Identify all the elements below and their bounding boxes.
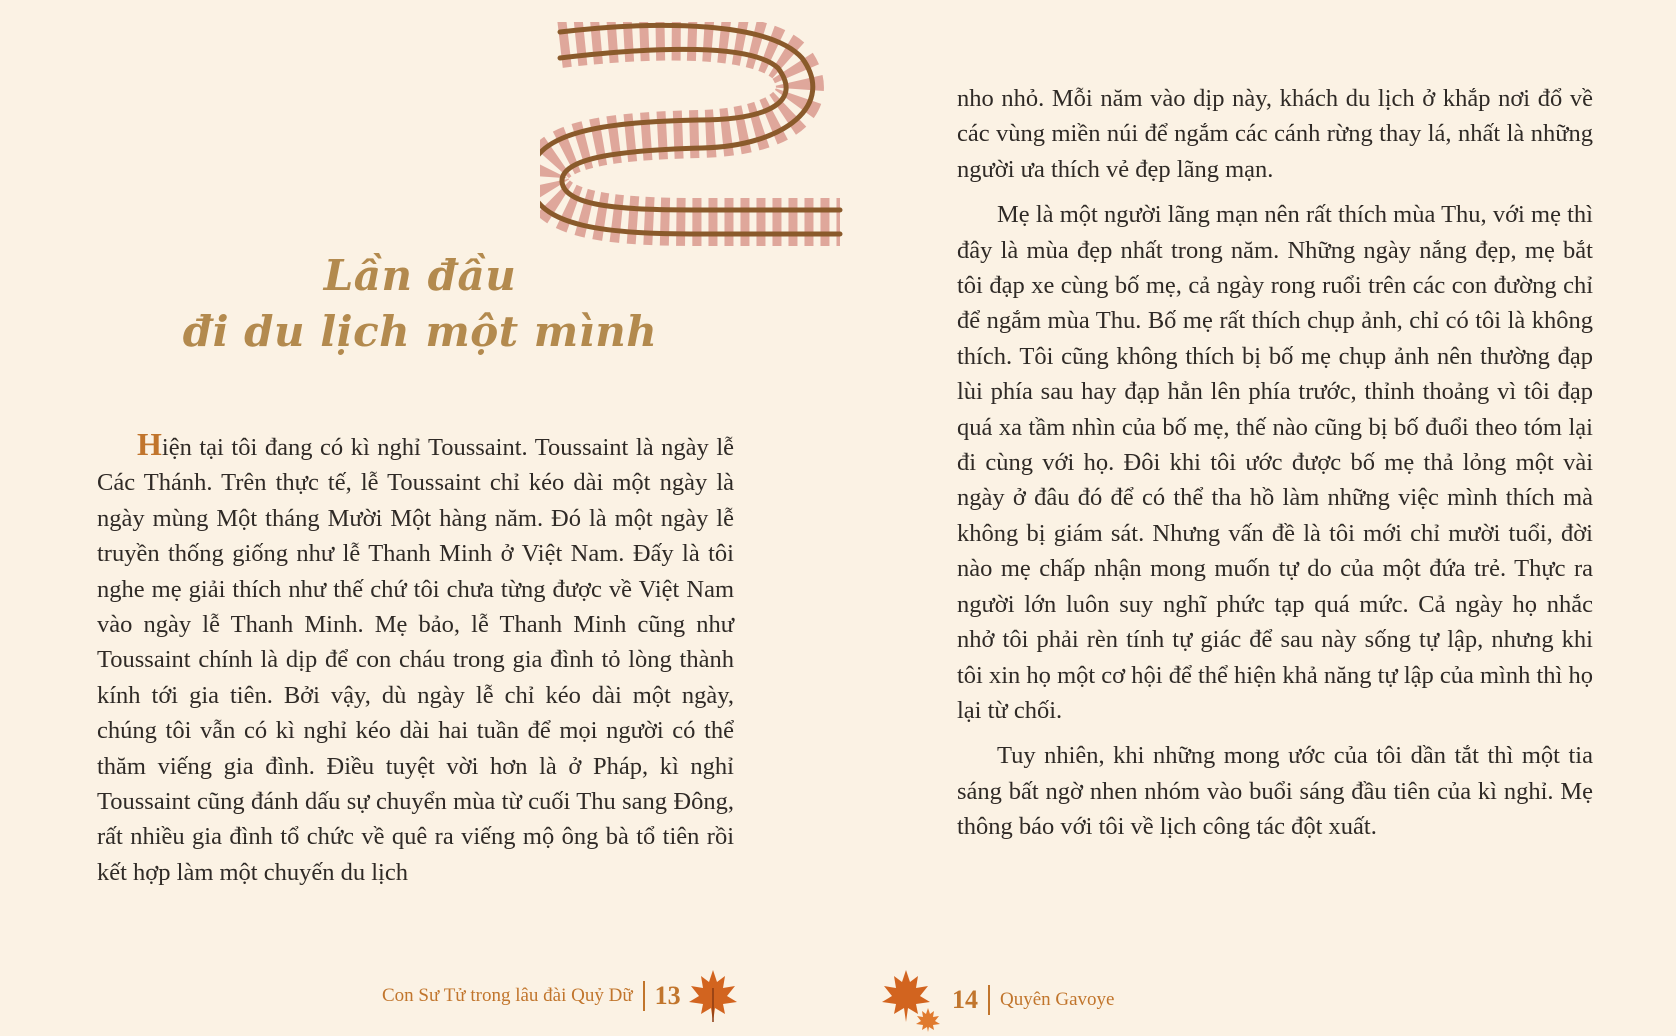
right-paragraph-2: Mẹ là một người lãng mạn nên rất thích mùa Thu, với mẹ thì đây là mùa đẹp nhất trong năm. Những ngày nắng đẹp, mẹ bắt tôi đạp xe cùng bố mẹ, cả ngày rong ruổi trên các con đường chỉ để ngắm mùa Thu. Bố mẹ rất thích chụp ảnh, chỉ có tôi là không thích. Tôi cũng không thích bị bố mẹ chụp ảnh nên thường đạp lùi phía sau hay đạp hẳn lên phía trước, thỉnh thoảng vì tôi đạp quá xa tầm nhìn của bố mẹ, thế nào cũng bị bố đuổi theo tóm lại đi cùng với họ. Đôi khi tôi ước được bố mẹ thả lỏng một vài ngày ở đâu đó để có thể tha hồ làm những việc mình thích mà không bị giám sát. Nhưng vấn đề là tôi mới chỉ mười tuổi, đời nào mẹ chấp nhận mong muốn tự do của một đứa trẻ. Thực ra người lớn luôn suy nghĩ phức tạp quá mức. Cả ngày họ nhắc nhở tôi phải rèn tính tự giác để sau này sống tự lập, nhưng khi tôi xin họ một cơ hội để thể hiện khả năng tự lập của mình thì họ lại từ chối. bbox=[957, 201, 1593, 724]
page-number-right: 14 bbox=[952, 985, 978, 1014]
chapter-title-line-1: Lần đầu bbox=[323, 251, 517, 300]
maple-leaf-icon bbox=[880, 968, 944, 1032]
page-number-left: 13 bbox=[654, 981, 681, 1010]
right-paragraph-1: nho nhỏ. Mỗi năm vào dịp này, khách du lịch ở khắp nơi đổ về các vùng miền núi để ngắm các cánh rừng thay lá, nhất là những người ưa thích vẻ đẹp lãng mạn. bbox=[957, 85, 1593, 183]
chapter-title bbox=[150, 248, 690, 360]
footer-author: Quyên Gavoye bbox=[1000, 989, 1115, 1010]
right-paragraph-3: Tuy nhiên, khi những mong ước của tôi dần tắt thì một tia sáng bất ngờ nhen nhóm vào buổi sáng đầu tiên của kì nghỉ. Mẹ thông báo với tôi về lịch công tác đột xuất. bbox=[957, 742, 1593, 841]
drop-cap: H bbox=[137, 426, 162, 462]
left-page-paragraph bbox=[97, 427, 734, 890]
footer-book-title: Con Sư Tử trong lâu đài Quỷ Dữ bbox=[382, 985, 633, 1006]
right-page-text bbox=[957, 81, 1593, 855]
footer-divider bbox=[643, 981, 645, 1011]
left-page-text bbox=[97, 427, 734, 890]
footer-left bbox=[382, 968, 739, 1024]
footer-divider bbox=[988, 985, 990, 1015]
left-paragraph-text: iện tại tôi đang có kì nghỉ Toussaint. Toussaint là ngày lễ Các Thánh. Trên thực tế, lễ Toussaint chỉ kéo dài một ngày là ngày mùng Một tháng Mười Một hàng năm. Đó là một ngày lễ truyền thống giống như lễ Thanh Minh ở Việt Nam. Đấy là tôi nghe mẹ giải thích như thế chứ tôi chưa từng được về Việt Nam vào ngày lễ Thanh Minh. Mẹ bảo, lễ Thanh Minh cũng như Toussaint chính là dịp để con cháu trong gia đình tỏ lòng thành kính tới gia tiên. Bởi vậy, dù ngày lễ chỉ kéo dài một ngày, chúng tôi vẫn có kì nghỉ kéo dài hai tuần để mọi người có thể thăm viếng gia đình. Điều tuyệt vời hơn là ở Pháp, kì nghỉ Toussaint cũng đánh dấu sự chuyển mùa từ cuối Thu sang Đông, rất nhiều gia đình tổ chức về quê ra viếng mộ ông bà tổ tiên rồi kết hợp làm một chuyến du lịch bbox=[97, 434, 734, 886]
maple-leaf-icon bbox=[687, 968, 739, 1024]
footer-right bbox=[880, 968, 1115, 1032]
railway-track-illustration bbox=[540, 22, 860, 282]
chapter-title-line-2: đi du lịch một mình bbox=[182, 307, 658, 356]
